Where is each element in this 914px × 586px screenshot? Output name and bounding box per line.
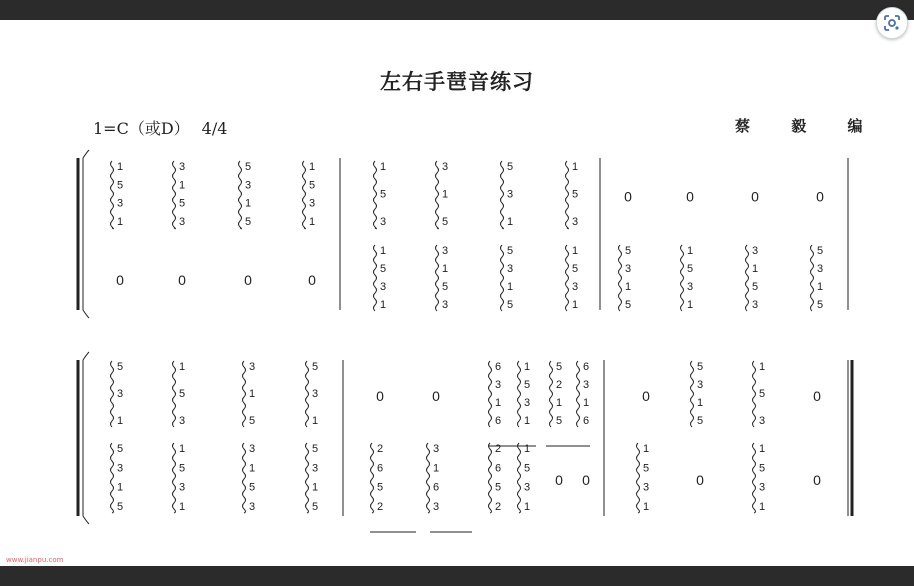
upper-beat-note: 1: [248, 388, 256, 400]
upper-beat-note: 5: [116, 361, 124, 373]
upper-beat-note: 1: [555, 397, 563, 409]
upper-beat-note: 5: [379, 188, 387, 201]
upper-beat-note: 3: [696, 379, 704, 391]
lower-beat-note: 5: [506, 299, 514, 311]
lower-beat-note: 3: [686, 281, 694, 293]
lower-beat-arpeggio-mark: [489, 443, 492, 513]
lower-beat-note: 3: [523, 481, 531, 494]
upper-beat-note: 3: [178, 161, 186, 173]
lower-beat-note: 1: [178, 501, 186, 513]
upper-beat-note: 3: [523, 397, 531, 409]
lower-beat-arpeggio-mark: [619, 245, 622, 311]
upper-beat-arpeggio-mark: [173, 161, 176, 229]
lower-beat-rest: 0: [582, 472, 590, 488]
upper-beat-rest: 0: [813, 388, 821, 404]
upper-beat-note: 3: [758, 415, 766, 427]
lower-beat-note: 3: [178, 481, 186, 494]
upper-beat-note: 5: [696, 361, 704, 373]
upper-beat-note: 5: [441, 216, 449, 228]
lower-beat-note: 5: [311, 501, 319, 513]
upper-beat-note: 5: [555, 361, 563, 373]
lower-beat-arpeggio-mark: [436, 245, 439, 311]
upper-beat-note: 3: [311, 388, 319, 400]
lower-beat-note: 1: [523, 443, 531, 455]
lower-beat-note: 3: [248, 501, 256, 513]
upper-beat-arpeggio-mark: [577, 361, 580, 427]
lower-beat-note: 5: [494, 481, 502, 494]
upper-beat-note: 1: [178, 179, 186, 192]
lower-beat-arpeggio-mark: [371, 443, 374, 513]
lower-beat-note: 3: [379, 281, 387, 293]
upper-beat-arpeggio-mark: [111, 361, 114, 427]
system-2-brace-top: [83, 352, 89, 360]
lower-beat-rest: 0: [178, 272, 186, 288]
lower-beat-note: 2: [376, 443, 384, 455]
upper-beat-note: 5: [178, 197, 186, 210]
lower-beat-note: 5: [686, 263, 694, 275]
lower-beat-arpeggio-mark: [243, 443, 246, 513]
upper-beat-note: 6: [494, 415, 502, 427]
lower-beat-arpeggio-mark: [306, 443, 309, 513]
upper-beat-note: 5: [311, 361, 319, 373]
lower-beat-note: 2: [494, 501, 502, 513]
system-1-brace-bottom: [83, 310, 89, 318]
lower-beat-arpeggio-mark: [681, 245, 684, 311]
lower-beat-note: 5: [624, 299, 632, 311]
lower-beat-note: 3: [248, 443, 256, 455]
lower-beat-rest: 0: [555, 472, 563, 488]
upper-beat-arpeggio-mark: [436, 161, 439, 229]
lower-beat-arpeggio-mark: [637, 443, 640, 513]
lower-beat-rest: 0: [244, 272, 252, 288]
upper-beat-arpeggio-mark: [306, 361, 309, 427]
score-notation: [0, 20, 914, 566]
upper-beat-note: 5: [523, 379, 531, 391]
upper-beat-arpeggio-mark: [243, 361, 246, 427]
upper-beat-rest: 0: [642, 388, 650, 404]
lower-beat-rest: 0: [308, 272, 316, 288]
upper-beat-note: 1: [178, 361, 186, 373]
lower-beat-note: 3: [116, 462, 124, 475]
lower-beat-note: 6: [376, 462, 384, 475]
key-signature-text: 1=C（或D）: [93, 119, 190, 138]
upper-beat-arpeggio-mark: [550, 361, 553, 427]
upper-beat-note: 3: [441, 161, 449, 173]
lower-beat-arpeggio-mark: [753, 443, 756, 513]
upper-beat-note: 3: [248, 361, 256, 373]
lower-beat-note: 5: [816, 299, 824, 311]
upper-beat-note: 5: [696, 415, 704, 427]
lower-beat-note: 3: [642, 481, 650, 494]
lower-beat-note: 5: [248, 481, 256, 494]
upper-beat-rest: 0: [686, 188, 694, 205]
upper-beat-arpeggio-mark: [691, 361, 694, 427]
upper-beat-note: 5: [506, 161, 514, 173]
lower-beat-note: 3: [816, 263, 824, 275]
lower-beat-note: 1: [311, 481, 319, 494]
upper-beat-note: 1: [582, 397, 590, 409]
lower-beat-note: 5: [758, 462, 766, 475]
lower-beat-arpeggio-mark: [811, 245, 814, 311]
lower-beat-note: 1: [624, 281, 632, 293]
upper-beat-arpeggio-mark: [489, 361, 492, 427]
lower-beat-note: 5: [624, 245, 632, 257]
lower-beat-arpeggio-mark: [427, 443, 430, 513]
upper-beat-note: 1: [523, 415, 531, 427]
lower-beat-note: 3: [506, 263, 514, 275]
upper-beat-rest: 0: [624, 188, 632, 205]
upper-beat-rest: 0: [432, 388, 440, 404]
upper-beat-note: 3: [116, 388, 124, 400]
lower-beat-note: 5: [116, 501, 124, 513]
lower-beat-note: 5: [178, 462, 186, 475]
upper-beat-rest: 0: [376, 388, 384, 404]
upper-beat-note: 3: [178, 216, 186, 228]
lower-beat-note: 5: [376, 481, 384, 494]
upper-beat-note: 1: [696, 397, 704, 409]
upper-beat-note: 3: [571, 216, 579, 228]
lower-beat-note: 6: [432, 481, 440, 494]
upper-beat-arpeggio-mark: [303, 161, 306, 229]
lower-beat-note: 1: [758, 501, 766, 513]
lower-beat-arpeggio-mark: [374, 245, 377, 311]
upper-beat-note: 1: [116, 216, 124, 228]
upper-beat-arpeggio-mark: [566, 161, 569, 229]
lower-beat-arpeggio-mark: [566, 245, 569, 311]
lower-beat-note: 3: [432, 443, 440, 455]
lower-beat-note: 3: [432, 501, 440, 513]
upper-beat-note: 5: [571, 188, 579, 201]
upper-beat-note: 5: [244, 161, 252, 173]
upper-beat-note: 5: [758, 388, 766, 400]
upper-beat-note: 1: [758, 361, 766, 373]
upper-beat-note: 1: [379, 161, 387, 173]
score-title: 左右手琶音练习: [380, 70, 534, 94]
upper-beat-note: 3: [178, 415, 186, 427]
lower-beat-note: 5: [751, 281, 759, 293]
lower-beat-note: 5: [816, 245, 824, 257]
system-2-brace-bottom: [83, 516, 89, 524]
lower-beat-note: 3: [751, 299, 759, 311]
upper-beat-note: 3: [244, 179, 252, 192]
lower-beat-note: 1: [686, 299, 694, 311]
upper-beat-note: 5: [244, 216, 252, 228]
lower-beat-note: 1: [506, 281, 514, 293]
lower-beat-note: 1: [379, 299, 387, 311]
viewer-top-bar: [0, 0, 914, 20]
upper-beat-note: 1: [116, 161, 124, 173]
upper-beat-arpeggio-mark: [518, 361, 521, 427]
lower-beat-note: 3: [311, 462, 319, 475]
lower-beat-note: 5: [311, 443, 319, 455]
google-lens-icon: [883, 14, 901, 32]
lower-beat-note: 3: [441, 299, 449, 311]
lower-beat-note: 3: [571, 281, 579, 293]
upper-beat-rest: 0: [751, 188, 759, 205]
upper-beat-note: 1: [244, 197, 252, 210]
lower-beat-note: 1: [248, 462, 256, 475]
lower-beat-note: 1: [686, 245, 694, 257]
lower-beat-note: 2: [376, 501, 384, 513]
upper-beat-note: 1: [523, 361, 531, 373]
lower-beat-arpeggio-mark: [111, 443, 114, 513]
lower-beat-note: 1: [816, 281, 824, 293]
upper-beat-arpeggio-mark: [753, 361, 756, 427]
lower-beat-note: 6: [494, 462, 502, 475]
upper-beat-note: 5: [178, 388, 186, 400]
lower-beat-arpeggio-mark: [746, 245, 749, 311]
upper-beat-note: 3: [494, 379, 502, 391]
lower-beat-note: 1: [642, 501, 650, 513]
lower-beat-rest: 0: [813, 472, 821, 488]
upper-beat-note: 1: [441, 188, 449, 201]
upper-beat-arpeggio-mark: [111, 161, 114, 229]
upper-beat-note: 3: [506, 188, 514, 201]
upper-beat-note: 1: [308, 161, 316, 173]
lower-beat-note: 1: [432, 462, 440, 475]
lower-beat-note: 1: [758, 443, 766, 455]
upper-beat-note: 3: [116, 197, 124, 210]
lower-beat-note: 3: [441, 245, 449, 257]
upper-beat-note: 1: [311, 415, 319, 427]
lower-beat-note: 5: [116, 443, 124, 455]
upper-beat-arpeggio-mark: [374, 161, 377, 229]
lower-beat-note: 1: [178, 443, 186, 455]
lower-beat-rest: 0: [116, 272, 124, 288]
lower-beat-note: 1: [751, 263, 759, 275]
lower-beat-note: 5: [642, 462, 650, 475]
lower-beat-note: 3: [624, 263, 632, 275]
upper-beat-note: 3: [308, 197, 316, 210]
lower-beat-note: 1: [523, 501, 531, 513]
lower-beat-note: 3: [758, 481, 766, 494]
upper-beat-note: 1: [116, 415, 124, 427]
lower-beat-note: 1: [441, 263, 449, 275]
lower-beat-note: 1: [642, 443, 650, 455]
upper-beat-arpeggio-mark: [239, 161, 242, 229]
lower-beat-note: 1: [571, 245, 579, 257]
upper-beat-note: 5: [116, 179, 124, 192]
upper-beat-note: 1: [494, 397, 502, 409]
upper-beat-note: 5: [308, 179, 316, 192]
upper-beat-arpeggio-mark: [173, 361, 176, 427]
lower-beat-arpeggio-mark: [518, 443, 521, 513]
google-lens-button[interactable]: [876, 7, 908, 39]
time-signature-text: 4/4: [201, 119, 228, 138]
lower-beat-note: 5: [379, 263, 387, 275]
upper-beat-note: 6: [494, 361, 502, 373]
upper-beat-note: 1: [308, 216, 316, 228]
watermark: www.jianpu.com: [6, 556, 64, 564]
lower-beat-note: 5: [523, 462, 531, 475]
arranger-credit: 蔡 毅 编: [735, 117, 881, 135]
lower-beat-rest: 0: [696, 472, 704, 488]
upper-beat-note: 3: [582, 379, 590, 391]
upper-beat-note: 3: [379, 216, 387, 228]
upper-beat-note: 6: [582, 361, 590, 373]
upper-beat-note: 5: [555, 415, 563, 427]
upper-beat-note: 2: [555, 379, 563, 391]
upper-beat-rest: 0: [816, 188, 824, 205]
lower-beat-note: 2: [494, 443, 502, 455]
upper-beat-note: 1: [506, 216, 514, 228]
lower-beat-arpeggio-mark: [173, 443, 176, 513]
viewer-bottom-bar: [0, 566, 914, 586]
sheet-music-page: [0, 20, 914, 566]
lower-beat-note: 5: [506, 245, 514, 257]
upper-beat-note: 1: [571, 161, 579, 173]
lower-beat-note: 1: [116, 481, 124, 494]
upper-beat-arpeggio-mark: [501, 161, 504, 229]
system-1-brace-top: [83, 150, 89, 158]
lower-beat-note: 5: [571, 263, 579, 275]
lower-beat-note: 5: [441, 281, 449, 293]
upper-beat-note: 5: [248, 415, 256, 427]
lower-beat-arpeggio-mark: [501, 245, 504, 311]
lower-beat-note: 3: [751, 245, 759, 257]
upper-beat-note: 6: [582, 415, 590, 427]
lower-beat-note: 1: [571, 299, 579, 311]
lower-beat-note: 1: [379, 245, 387, 257]
